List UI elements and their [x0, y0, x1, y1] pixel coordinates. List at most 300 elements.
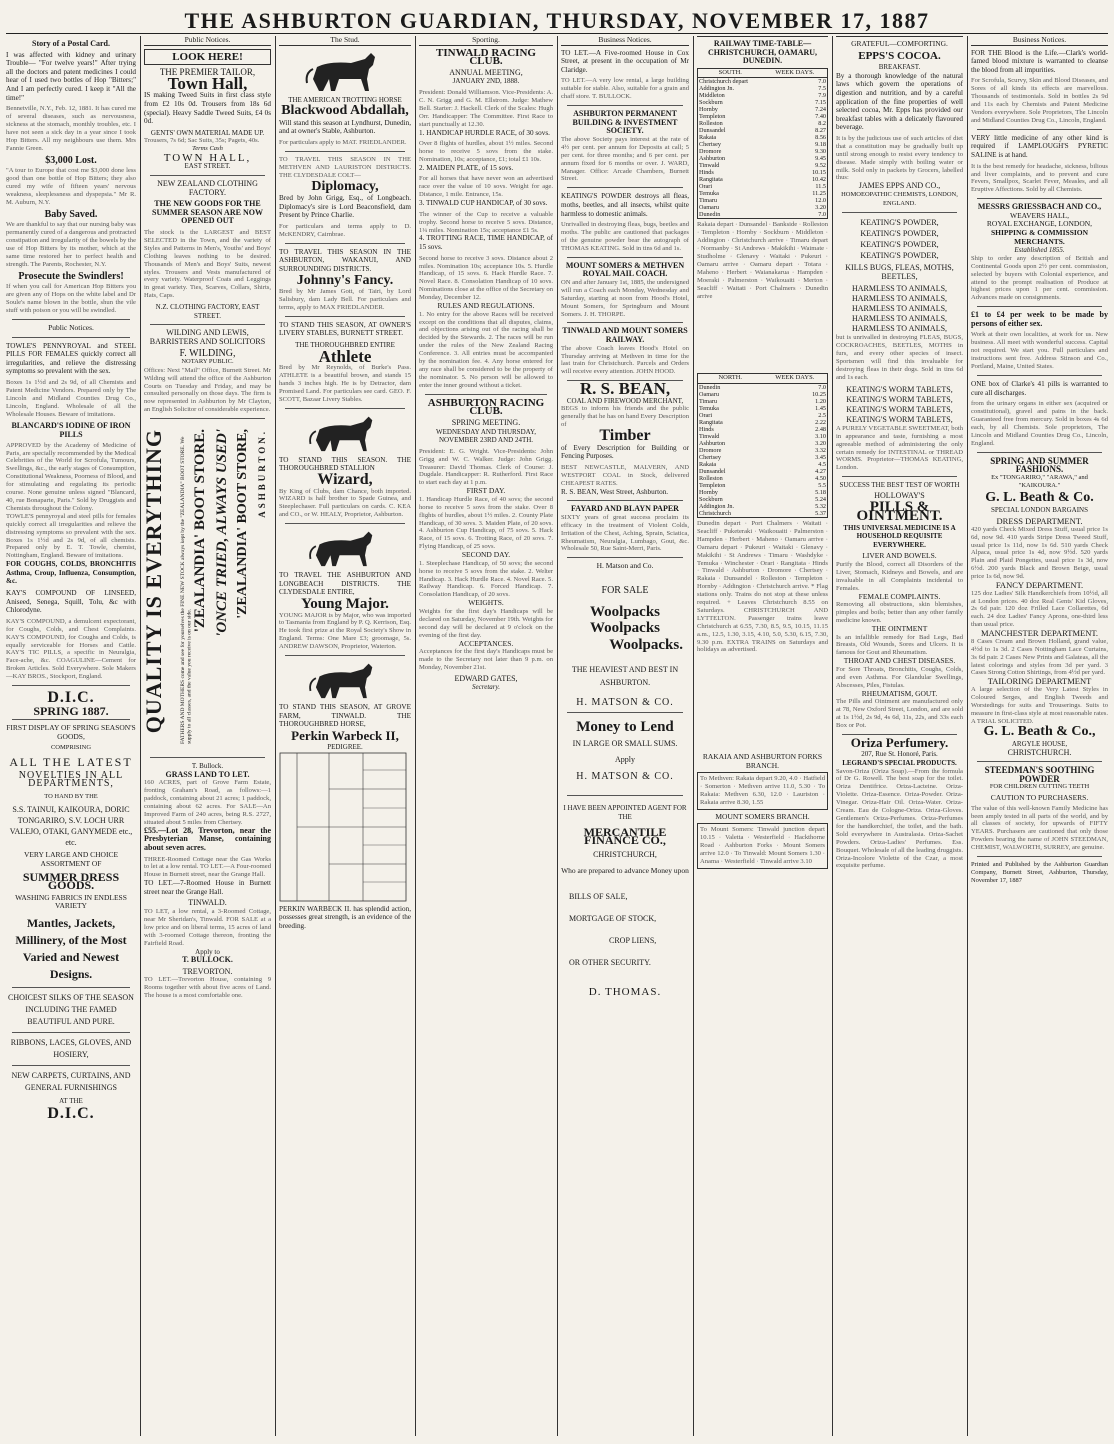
nz-clothing: NEW ZEALAND CLOTHING FACTORY.	[157, 179, 258, 197]
departure-time: 8.56	[815, 134, 826, 142]
diplomacy-title: Diplomacy,	[311, 178, 379, 194]
town-hall-2: TOWN HALL,	[163, 151, 252, 164]
timetable-row	[698, 503, 827, 510]
station-name: Sockburn	[699, 495, 723, 503]
timetable-row	[698, 92, 827, 99]
first-day-fill: 1. Handicap Hurdle Race, of 40 sovs; the second horse to receive 5 sovs from the stake. Over 8 flights of hurdles, about 1½ miles. 2. County Plate Handicap, of 30 sovs. 3. Maiden Plate, of 20 sovs. 4. Ashburton Cup Handicap, of 75 sovs. 5. Hack Race, of 15 sovs. 6. Trotting Race, of 20 sovs. 7. Flying Handicap, of 25 sovs.	[419, 495, 553, 551]
chemists: HOMOEOPATHIC CHEMISTS, LONDON, ENGLAND.	[841, 190, 958, 207]
cost-title: $3,000 Lost.	[45, 154, 97, 166]
worm-line: KEATING'S WORM TABLETS,	[846, 404, 953, 414]
notary-public: NOTARY PUBLIC.	[181, 358, 234, 366]
timetable-row	[698, 391, 827, 398]
diplomacy-text: Bred by John Grigg, Esq., of Longbeach. Diplomacy's sire is Lord Beaconsfield, dam Present by Prince Charlie.	[279, 194, 411, 220]
station-name: Rolleston	[699, 474, 723, 482]
large-small: IN LARGE OR SMALL SUMS.	[572, 738, 678, 748]
terms-cash: Terms Cash	[192, 145, 223, 153]
to-hand: TO HAND BY THE	[44, 792, 98, 800]
departure-time: 3.10	[815, 432, 826, 440]
harmless-line: HARMLESS TO ANIMALS,	[851, 314, 948, 324]
oriza-fill: Savon-Oriza (Oriza Soap).—From the formula of Dr G. Rowell. The best soap for the toilet. Oriza Dentifrice. Oriza-Lacteine. Oriza-Violette. Oriza-Essence. Oriza-Powder. Oriza-Vinegar. Oriza-Hair Oil. Oriza-Water. Oriza-Cream. Eau de Cologne-Oriza. Oriza-Gloves. Gentlemen's Oriza-Perfumes. Oriza-Perfumes for the handkerchief, the toilet, and the bath. Sold everywhere in Australasia. Oriza-Sachet Powders. Oriza-Ladies' Perfumes. Ess. Bouquet. Wholesale of all the leading druggists. Oriza-Incolore Violette of the Czar, a most exquisite perfume.	[836, 767, 963, 870]
grass-fill: 160 ACRES, part of Grove Farm Estate, fronting Graham's Road, as follows:—1 paddock, containing about 21 acres; 1 paddock, containing about 62 acres. For SALE—An Improved Farm of 240 acres, being R.S. 2727, situated about 5 miles from Chertsey.	[144, 779, 271, 826]
column-divider	[967, 36, 968, 1436]
stud-intro: THE AMERICAN TROTTING HORSE	[288, 95, 402, 104]
matson-3: H. MATSON & CO.	[576, 770, 674, 782]
other-security: OR OTHER SECURITY.	[569, 957, 651, 967]
departure-time: 4.50	[815, 474, 826, 482]
imprint: Printed and Published by the Ashburton Guardian Company, Burnett Street, Ashburton, Thursday, November 17, 1887	[971, 861, 1108, 884]
station-name: Rakaia	[699, 460, 717, 468]
worm-line: KEATING'S WORM TABLETS,	[846, 384, 953, 394]
to-let-fill: TO LET.—A very low rental, a large building suitable for stable. Also, suitable for a grain and chaff store. T. BULLOCK.	[561, 77, 689, 101]
rheumatism: RHEUMATISM, GOUT.	[861, 688, 938, 698]
worm-list	[836, 385, 963, 425]
keatings-line: KEATING'S POWDER,	[860, 229, 939, 239]
acceptances-fill: Acceptances for the first day's Handicaps must be made to the Secretary not later than 9 p.m. on Monday, November 21st.	[419, 648, 553, 671]
look-here-banner: LOOK HERE!	[144, 49, 271, 66]
summer-dress: SUMMER DRESS GOODS.	[22, 869, 120, 893]
bean-fill: BEGS to inform his friends and the public generally that he has on hand Every Description of	[561, 405, 689, 429]
woolpacks-3: Woolpacks.	[609, 636, 683, 653]
column-divider	[557, 36, 558, 1436]
departure-time: 1.45	[815, 404, 826, 412]
station-name: Dunedin	[699, 211, 721, 219]
mount-somers-coach: MOUNT SOMERS & METHVEN ROYAL MAIL COACH.	[565, 260, 685, 279]
week-days-label-2: WEEK DAYS.	[775, 374, 815, 382]
ointment-fill: Is an infallible remedy for Bad Legs, Bad Breasts, Old Wounds, Sores and Ulcers. It is famous for Gout and Rheumatism.	[836, 633, 963, 657]
building-society: ASHBURTON PERMANENT BUILDING & INVESTMENT SOCIETY.	[572, 109, 678, 136]
timetable-row	[698, 440, 827, 447]
timetable-row	[698, 134, 827, 141]
blancard-fill: APPROVED by the Academy of Medicine of Paris, are specially recommended by the Medical Celebrities of the World for Scrofula, Tumours, Swellings, &c., the early stages of Consumption, Constitutional Weakness, Poorness of Blood, and for stimulating and regulating its periodic course. None genuine unless signed "Blancard, 40, rue Bonaparte, Paris." Sold by Druggists and Chemists throughout the Colony.	[6, 441, 136, 512]
masthead: THE ASHBURTON GUARDIAN, THURSDAY, NOVEMBER 17, 1887	[184, 8, 930, 33]
stand-owner: TO STAND THIS SEASON, AT OWNER'S LIVERY STABLES, BURNETT STREET.	[279, 320, 411, 338]
departure-time: 3.32	[815, 446, 826, 454]
timetable-row	[698, 405, 827, 412]
harmless-line: HARMLESS TO ANIMALS,	[851, 284, 948, 294]
column-3-heading: The Stud.	[279, 36, 411, 46]
diplomacy-fill: For particulars and terms apply to D. McKENDRY, Cairnbrae.	[279, 222, 411, 238]
very-little-text: VERY little medicine of any other kind is required if LAMPLOUGH'S PYRETIC SALINE is at hand.	[971, 133, 1108, 159]
trevorton-fill: TO LET.—Trevorton House, containing 9 Rooms together with about five acres of Land. The house is a most comfortable one.	[144, 976, 271, 1000]
christchurch-footer: CHRISTCHURCH.	[1007, 747, 1072, 757]
worm-line: KEATING'S WORM TABLETS,	[846, 414, 953, 424]
towle-fill: TOWLE'S pennyroyal and steel pills for females quickly correct all irregularities and relieve the distressing symptoms so prevalent with the sex. Boxes 1s 1½d and 2s 9d, of all chemists. Prepared only by E. T. Towle, chemist, Nottingham, England. Beware of imitations.	[6, 512, 136, 560]
pennyroyal-text: TOWLE'S PENNYROYAL and STEEL PILLS FOR FEMALES quickly correct all irregularities, and relieve the distressing symptoms so prevalent with the sex.	[6, 341, 136, 376]
keatings-fill: Unrivalled in destroying fleas, bugs, beetles and moths. The public are cautioned that packages of the genuine powder bear the autograph of THOMAS KEATING. Sold in tins 6d and 1s.	[561, 221, 689, 252]
rules-fill: 1. No entry for the above Races will be received except on the conditions that all disputes, claims, and objections arising out of the racing shall be decided by the Stewards. 2. The races will be run under the rules of the New Zealand Racing Conference. 3. All entries must be accompanied by the nomination fee. 4. Any horse entered for any race shall be considered to be the property of the nominator. 5. No person will be allowed to enter the inner ground without a ticket.	[419, 310, 553, 389]
station-name: Chertsey	[699, 453, 721, 461]
timetable-row	[698, 475, 827, 482]
pyretic-fill: It is the best remedy for headache, sickness, bilious and liver complaints, and to prevent and cure Fevers, Smallpox, Scarlet Fever, Measles, and all Eruptive Affections. Sold by all Chemists.	[971, 162, 1108, 194]
departure-time: 7.5	[818, 85, 826, 93]
column-4	[419, 36, 553, 1436]
mount-somers-rows: To Mount Somers: Tinwald junction depart 10.15 · Valetta · Westerfield · Hackthorne Road · Ashburton Forks · Mount Somers arrive 12.0 · To Tinwald: Mount Somers 1.30 · Anama · Westerfield · Tinwald arrive 3.10	[700, 826, 825, 865]
kays-compound-text: KAY'S COMPOUND OF LINSEED, Aniseed, Senega, Squill, Tolu, &c with Chlorodyne.	[6, 589, 136, 615]
horse-illustration-icon	[303, 413, 387, 453]
station-name: Christchurch depart	[699, 78, 748, 86]
athlete-title: Athlete	[318, 346, 372, 366]
timetable-row	[698, 176, 827, 183]
for-sale: FOR SALE	[601, 584, 649, 596]
timetable-row	[698, 510, 827, 517]
departure-time: 8.2	[818, 120, 826, 128]
beath-title: G. L. Beath & Co.	[985, 489, 1094, 505]
rs-bean: R. S. BEAN,	[579, 379, 671, 399]
departure-time: 3.20	[815, 204, 826, 212]
station-name: Sockburn	[699, 99, 723, 107]
coal-merchant: COAL AND FIREWOOD MERCHANT,	[566, 396, 684, 405]
johnny-fill: Bred by Mr James Gott, of Tairi, by Lord Salisbury, dam Lady Bell. For particulars and terms, apply to MAX FRIEDLANDER.	[279, 288, 411, 311]
tinwald-fill: TO LET, a low rental, a 3-Roomed Cottage, near Mr Sheridan's, Tinwald. FOR SALE at a low price and on liberal terms, 15 acres of land with 3-roomed Cottage thereon, fronting the Fairfield Road.	[144, 908, 271, 947]
royal-exchange: ROYAL EXCHANGE, LONDON,	[986, 219, 1093, 229]
timber: Timber	[599, 427, 651, 445]
station-name: Orari	[699, 183, 713, 191]
wilding-lewis: WILDING AND LEWIS, BARRISTERS AND SOLICITORS	[149, 328, 266, 346]
griesbach-fill: Ship to order any description of British and Continental Goods upon 2½ per cent. commission, selected by buyers with Colonial experience, and attend to the prompt realisation of Produce at highest prices upon 1 per cent. commission. Advances made on consignments.	[971, 254, 1108, 302]
heaviest: THE HEAVIEST AND BEST IN ASHBURTON.	[571, 665, 679, 688]
station-name: Orari	[699, 411, 713, 419]
tinwald-officials: President: Donald Williamson. Vice-Presidents: A. C. N. Grigg and G. M. Ellstrom. Judge: Mathew Bell. Starter: J. Hackell. Clerk of the Scales: Hugh Orr. Handicapper: The Committee. First Race to start punctually at 12.30.	[419, 88, 553, 128]
timetable-row	[698, 127, 827, 134]
departure-time: 10.25	[812, 390, 826, 398]
gents-material: GENTS' OWN MATERIAL MADE UP.	[150, 128, 265, 137]
epps-text: By a thorough knowledge of the natural laws which govern the operations of digestion and nutrition, and by a careful application of the fine properties of well selected cocoa, Mr. Epps has provided our breakfast tables with a delicately flavoured beverage.	[836, 71, 963, 132]
edward-gates: EDWARD GATES,	[454, 673, 518, 683]
weights-fill: Weights for the first day's Handicaps will be declared on Saturday, November 19th. Weights for second day will be declared at 9 o'clock on the evening of the first day.	[419, 607, 553, 639]
south-table	[698, 78, 827, 218]
departure-time: 7.24	[815, 106, 826, 114]
column-5	[561, 36, 689, 1436]
timetable-row	[698, 120, 827, 127]
race-2-fill: For all horses that have never won an advertised race over the value of 10 sovs. Weight for age. Distance, 1 mile. Entrance, 15s.	[419, 175, 553, 199]
station-name: Hinds	[699, 169, 714, 177]
ribbons: RIBBONS, LACES, GLOVES, AND HOSIERY,	[10, 1037, 132, 1059]
children-teeth: FOR CHILDREN CUTTING TEETH	[989, 783, 1090, 791]
griesbach: MESSRS GRIESSBACH AND CO.,	[977, 202, 1102, 212]
liver-bowels: LIVER AND BOWELS.	[862, 551, 937, 561]
east-street: EAST STREET.	[184, 162, 231, 171]
departure-time: 9.45	[815, 155, 826, 163]
pedigree: PEDIGREE.	[327, 743, 363, 752]
ashburton-racing: ASHBURTON RACING CLUB.	[427, 396, 545, 418]
securities-list	[569, 886, 689, 974]
column-3	[279, 36, 411, 1436]
column-divider	[693, 36, 694, 1436]
beath-footer: G. L. Beath & Co.,	[983, 724, 1096, 740]
one-box-fill: from the urinary organs in either sex (acquired or constitutional), gravel and pains in the back. Guaranteed free from mercury. Sold in boxes 4s 6d each, by all Chemists. Sole proprietors, The Lincoln and Midland Counties Drug Co., Lincoln, England.	[971, 400, 1108, 447]
departure-time: 9.30	[815, 148, 826, 156]
station-name: Rangitata	[699, 176, 723, 184]
station-name: Ashburton	[699, 155, 726, 163]
timetable-row	[698, 412, 827, 419]
station-name: Temuka	[699, 190, 719, 198]
female-fill: Removing all obstructions, skin blemishes, pimples and boils; better than any other family medicine known.	[836, 601, 963, 624]
departure-time: 2.5	[818, 411, 826, 419]
tinwald-railway: TINWALD AND MOUNT SOMERS RAILWAY.	[562, 326, 688, 345]
pennyroyal-fill: Boxes 1s 1½d and 2s 9d, of all Chemists and Patent Medicine Vendors. Prepared only by The Lincoln and Midland Counties Drug Co., Lincoln, England. Wholesale of all the Wholesale Houses. Beware of imitations.	[6, 378, 136, 418]
mortgage-stock: MORTGAGE OF STOCK,	[569, 913, 657, 923]
johnnys-fancy: Johnny's Fancy.	[296, 272, 394, 288]
woolpacks-2: Woolpacks	[589, 620, 661, 637]
timetable-row	[698, 482, 827, 489]
acceptances-heading: ACCEPTANCES.	[458, 638, 514, 648]
departure-time: 9.18	[815, 141, 826, 149]
perkin-text: PERKIN WARBECK II. has splendid action, possesses great strength, is an evidence of the breeding.	[279, 904, 411, 930]
zealandia-vertical: 'ZEALANDIA' BOOT STORE.	[192, 429, 208, 633]
timetable-row	[698, 169, 827, 176]
race-4-fill: Second horse to receive 3 sovs. Distance about 2 miles. Nomination 10s; acceptance 10s. 5. Hurdle Handicap, of 15 sovs. 6. Hack Hurdle Race. 7. Novel Race. 8. Consolation Handicap of 10 sovs. Nominations close at the office of the Secretary on Monday, December 12.	[419, 254, 553, 302]
cottage-fill: THREE-Roomed Cottage near the Gas Works to let at a low rental. TO LET.—A Four-roomed House in Burnett street, near the Grange Hall.	[144, 855, 271, 879]
novelties: NOVELTIES IN ALL	[18, 769, 124, 781]
zealandia-text: FATHERS AND MOTHERS come and see for yourselves the FINE NEW STOCK always kept by the "ZEALANDIA" BOOT STORE. We supply to all classes, and the value you receive is on our side.	[180, 436, 193, 745]
station-name: Middleton	[699, 92, 725, 100]
timetable-row	[698, 496, 827, 503]
timetable-row	[698, 204, 827, 211]
race-3-fill: The winner of the Cup to receive a valuable trophy. Second horse to receive 5 sovs. Distance, 1¼ miles. Nomination 15s; acceptance £1 5s.	[419, 210, 553, 234]
epps-cocoa: EPPS'S COCOA.	[858, 49, 941, 62]
departure-time: 10.42	[812, 176, 826, 184]
baby-title: Baby Saved.	[44, 208, 98, 220]
harmless-line: HARMLESS TO ANIMALS,	[851, 324, 948, 334]
manchester-dept: MANCHESTER DEPARTMENT.	[980, 628, 1099, 639]
timetable-row	[698, 433, 827, 440]
matson-2: H. MATSON & CO.	[576, 697, 674, 709]
tailoring-fill: A large selection of the Very Latest Styles in Coloured Serges, and English Tweeds and Worstedings for suits and Trouserings. Suits to measure in first-class style at most reasonable rates. A TRIAL SOLICITED.	[971, 685, 1108, 725]
column-6-heading	[697, 36, 828, 37]
timetable-row	[698, 155, 827, 162]
spring-summer: SPRING AND SUMMER FASHIONS.	[990, 455, 1089, 475]
race-3: 3. TINWALD CUP HANDICAP, of 30 sovs.	[419, 199, 548, 208]
keatings-list	[836, 217, 963, 261]
station-name: Rakaia	[699, 134, 717, 142]
south-label: SOUTH.	[718, 68, 742, 76]
station-name: Rolleston	[699, 120, 723, 128]
james-epps: JAMES EPPS AND CO.,	[858, 181, 941, 191]
station-name: Timaru	[699, 197, 717, 205]
tailor-text: IS making Tweed Suits in first class style from £2 10s 0d. Trousers from 18s 6d (special). Heavy Saddle Tweed Suits, £4 0s 0d.	[144, 91, 271, 126]
station-name: Oamaru	[699, 390, 719, 398]
weights-heading: WEIGHTS.	[468, 598, 504, 608]
station-name: Hornby	[699, 106, 718, 114]
epps-fill: It is by the judicious use of such articles of diet that a constitution may be gradually built up until strong enough to resist every tendency to disease. Made simply with boiling water or milk. Sold only in packets by Grocers, labelled thus:	[836, 134, 963, 182]
kills-bugs: KILLS BUGS, FLEAS, MOTHS, BEETLES,	[845, 263, 954, 281]
departure-time: 9.52	[815, 162, 826, 170]
blancard-title: BLANCARD'S IODINE OF IRON PILLS	[11, 421, 131, 440]
week-days-label: WEEK DAYS.	[775, 68, 815, 76]
established: Established 1855.	[1014, 246, 1065, 255]
spring-dates: WEDNESDAY AND THURSDAY, NOVEMBER 23RD AND 24TH.	[436, 427, 536, 445]
departure-time: 7.15	[815, 99, 826, 107]
trevorton: TREVORTON.	[182, 966, 233, 976]
woolpacks-1: Woolpacks	[589, 603, 661, 620]
station-name: Rangitata	[699, 418, 723, 426]
cost-text: "A tour to Europe that cost me $3,000 done less good than one bottle of Hop Bitters; they also cured my wife of fifteen years' nervous weakness, sleeplessness and dyspepsia." Mr R. M. Auburn, N.Y.	[6, 167, 136, 206]
departure-time: 4.27	[815, 467, 826, 475]
station-name: Temuka	[699, 404, 719, 412]
mount-somers-branch: MOUNT SOMERS BRANCH.	[715, 811, 810, 821]
pills-ointment: PILLS & OINTMENT.	[856, 499, 943, 524]
money-week-fill: Work at their own localities, at work for us. New business. All meet with wonderful success. Capital not required. We start you. Full particulars and instructions sent free. Address Stinson and Co., Portland, Maine, United States.	[971, 331, 1108, 371]
t-bullock: T. BULLOCK.	[182, 955, 233, 965]
throat-fill: For Sore Throats, Bronchitis, Coughs, Colds, and even Asthma. For Glandular Swellings, Abscesses, Piles, Fistulas.	[836, 665, 963, 689]
horse-illustration-icon	[303, 528, 387, 568]
timetable-row	[698, 384, 827, 391]
manchester-fill: 8 Cases Cream and Brown Holland, grand value, 4½d to 1s 3d. 2 Cases Nottingham Lace Curtains, 3s 6d pair. 2 Cases New Prints and Galateas, all the latest colorings and styles from 3d per yard. 3 Cases Strong Cotton Shirtings, from 4½d per yard.	[971, 637, 1108, 677]
wilding-fill: Offices: Next "Mail" Office, Burnett Street. Mr Wilding will attend the office of the Ashburton Courts on Tuesday and Friday, and may be consulted personally on those days. The firm is now represented in Ashburton by Mr Clayton, an English Solicitor of considerable experience.	[144, 366, 271, 414]
race-1-fill: Over 8 flights of hurdles, about 1½ miles. Second horse to receive 5 sovs from the stake. Nomination, 10s; acceptance, £1; total £1 10s.	[419, 140, 553, 163]
departure-time: 3.45	[815, 453, 826, 461]
who-are: Who are prepared to advance Money upon	[561, 866, 689, 876]
north-fill: Dunedin depart · Port Chalmers · Waitati · Seacliff · Puketeraki · Waikouaiti · Palmerston · Hampden · Herbert · Maheno · Oamaru arrive · Oamaru depart · Pukeuri · Waitaki · Glenavy · Makikihi · St Andrews · Timaru · Washdyke · Temuka · Winchester · Orari · Rangitata · Hinds · Tinwald · Ashburton · Dromore · Chertsey · Rakaia · Dunsandel · Rolleston · Templeton · Hornby · Addington · Christchurch arrive. * Flag stations only. Trains do not stop at these unless required. + Leaves Christchurch 8.55 on Saturdays. CHRISTCHURCH AND LYTTELTON. Passenger trains leave Christchurch at 6.55, 7.30, 8.5, 9.5, 10.15, 11.15 a.m., 12.5, 1.30, 3.15, 4.10, 5.0, 5.30, 6.15, 7.30, 9.30 p.m. EXTRA TRAINS on Saturdays and holidays as advertised.	[697, 519, 828, 654]
harmless-line: HARMLESS TO ANIMALS,	[851, 294, 948, 304]
factory-sign: N.Z. CLOTHING FACTORY, EAST STREET.	[155, 303, 260, 320]
wizard-fill: By King of Clubs, dam Chance, both imported. WIZARD is half brother to Spade Guinea, and Steeplechaser. Full particulars on cards. C. KEA and CO., or W. HEALY, Proprietor, Ashburton.	[279, 487, 411, 519]
rheumatism-fill: The Pills and Ointment are manufactured only at 78, New Oxford Street, London, and are sold at 1s 1½d, 2s 9d, 4s 6d, 11s, 22s, and 33s each Box or Pot.	[836, 698, 963, 729]
fancy-fill: 125 doz Ladies' Silk Handkerchiefs from 10½d, all at London prices. 40 doz Real Gents' Kid Gloves, 2s 6d pair. 120 doz Frilled Lace Collarettes, 6d each. 24 doz Ladies' Fancy Aprons, one-third less than usual price.	[971, 589, 1108, 629]
spring-title: SPRING 1887.	[33, 703, 109, 718]
second-day: SECOND DAY.	[461, 550, 511, 560]
departure-time: 2.48	[815, 425, 826, 433]
departure-time: 10.15	[812, 169, 826, 177]
new-goods: THE NEW GOODS FOR THE SUMMER SEASON ARE NOW OPENED OUT	[152, 199, 263, 226]
column-divider	[275, 36, 276, 1436]
timetable-row	[698, 190, 827, 197]
money-to-lend: Money to Lend	[576, 718, 674, 735]
column-8-heading: Business Notices.	[971, 36, 1108, 46]
departure-time: 7.0	[818, 211, 826, 219]
horse-illustration-icon	[303, 660, 387, 700]
column-divider	[832, 36, 833, 1436]
the-ointment: THE OINTMENT	[871, 623, 928, 633]
coughs-text: FOR COUGHS, COLDS, BRONCHITIS Asthma, Croup, Influenza, Consumption, &c.	[6, 560, 136, 586]
keatings-line: KEATING'S POWDER,	[860, 240, 939, 250]
steedman-fill: The value of this well-known Family Medicine has been amply tested in all parts of the world, and by all classes of society, for upwards of FIFTY YEARS. Purchasers are cautioned that only those Powders bearing the name of JOHN STEEDMAN, CHEMIST, WALWORTH, SURREY, are genuine.	[971, 804, 1108, 852]
departure-time: 7.40	[815, 113, 826, 121]
station-name: Templeton	[699, 113, 726, 121]
appointed-agent: I HAVE BEEN APPOINTED AGENT FOR THE	[563, 804, 687, 821]
timetable-row	[698, 99, 827, 106]
timetable-row	[698, 489, 827, 496]
tailoring-dept: TAILORING DEPARTMENT	[987, 676, 1092, 687]
special-bargains: SPECIAL LONDON BARGAINS	[991, 505, 1088, 514]
choicest-silks: CHOICEST SILKS OF THE SEASON INCLUDING THE FAMED BEAUTIFUL AND PURE.	[8, 992, 134, 1026]
keatings-line: KEATING'S POWDER,	[860, 218, 939, 228]
timetable-row	[698, 461, 827, 468]
kays-fill: KAY'S COMPOUND, a demulcent expectorant, for Coughs, Colds, and Chest Complaints. KAY'S COMPOUND, for Coughs and Colds, is equally serviceable for Horses and Cattle. KAY'S TIC PILLS, a specific in Neuralgia, Face-ache, &c. COAGULINE—Cement for Broken Articles. Sold Everywhere. Sole Makers—KAY BROS., Stockport, England.	[6, 617, 136, 681]
bullock-heading: T. Bullock.	[191, 762, 224, 771]
column-7	[836, 36, 963, 1436]
departure-time: 11.25	[812, 190, 826, 198]
perkin-intro: TO STAND THIS SEASON, AT GROVE FARM, TINWALD. THE THOROUGHBRED HORSE,	[279, 703, 411, 729]
wizard-title: Wizard,	[317, 470, 373, 488]
annual-meeting: ANNUAL MEETING,	[449, 67, 523, 77]
timetable-row	[698, 113, 827, 120]
stud-text: Will stand this season at Lyndhurst, Dunedin, and at owner's Stable, Ashburton.	[279, 118, 411, 136]
column-5-heading: Business Notices.	[561, 36, 689, 46]
race-2: 2. MAIDEN PLATE, of 15 sovs.	[419, 163, 514, 172]
caution: CAUTION TO PURCHASERS.	[990, 793, 1089, 802]
station-name: Dromore	[699, 148, 722, 156]
story-text: I was affected with kidney and urinary Trouble— "For twelve years!" After trying all the doctors and patent medicines I could hear of I used two bottles of Hop "Bitters;" And I am perfectly cured. I keep it "All the time!"	[6, 50, 136, 102]
all-latest: ALL THE LATEST	[9, 755, 133, 770]
column-4-heading: Sporting.	[419, 36, 553, 46]
column-2	[141, 35, 271, 1436]
timetable-row	[698, 141, 827, 148]
column-1	[6, 36, 136, 1436]
station-name: Christchurch	[699, 509, 731, 517]
coal-fill: BEST NEWCASTLE, MALVERN, AND WESTPORT COAL in Stock, delivered CHEAPEST RATES.	[561, 463, 689, 487]
rules-heading: RULES AND REGULATIONS.	[437, 301, 535, 311]
rakaia-branch: RAKAIA AND ASHBURTON FORKS BRANCH.	[702, 751, 823, 770]
departure-time: 5.24	[815, 495, 826, 503]
apply-label: Apply	[615, 755, 635, 765]
matson-heading: H. Matson and Co.	[596, 561, 654, 571]
station-name: Dunsandel	[699, 467, 726, 475]
universal: THIS UNIVERSAL MEDICINE IS A HOUSEHOLD REQUISITE EVERYWHERE.	[843, 523, 956, 549]
station-name: Dromore	[699, 446, 722, 454]
story-title: Story of a Postal Card.	[32, 39, 110, 48]
at-the: AT THE	[59, 1096, 83, 1105]
harmless-line: HARMLESS TO ANIMALS,	[851, 304, 948, 314]
money-week: £1 to £4 per week to be made by persons of either sex.	[971, 310, 1108, 328]
stud-fill: For particulars apply to MAT. FRIEDLANDER.	[279, 138, 407, 146]
bills-of-sale: BILLS OF SALE,	[569, 891, 628, 901]
dress-dept: DRESS DEPARTMENT.	[996, 516, 1083, 527]
rs-bean-address: R. S. BEAN, West Street, Ashburton.	[561, 487, 669, 496]
very-large: VERY LARGE AND CHOICE ASSORTMENT OF	[23, 850, 119, 868]
station-name: Templeton	[699, 481, 726, 489]
holloway: HOLLOWAY'S	[874, 490, 925, 500]
station-name: Oamaru	[699, 204, 719, 212]
timetable-row	[698, 447, 827, 454]
station-name: Ashburton	[699, 439, 726, 447]
north-label: NORTH.	[718, 374, 743, 382]
mantles: Mantles, Jackets, Millinery, of the Most Varied and Newest Designs.	[15, 915, 127, 981]
testimonial-text: Bennetville, N.Y., Feb. 12, 1881. It has cured me of several diseases, such as nervousness, sickness at the stomach, monthly troubles, etc. I have not seen a sick day in a year since I took Hop Bitters. All my neighbours use them. Mrs Fannie Green.	[6, 105, 136, 152]
station-name: Dunsandel	[699, 127, 726, 135]
column-6	[697, 36, 828, 1436]
timetable-row	[698, 419, 827, 426]
zealandia-block	[141, 423, 271, 753]
cash-lot: £55.—Lot 28, Trevorton, near the Presbyterian Manse, containing about seven acres.	[144, 825, 271, 852]
column-divider	[140, 36, 141, 1436]
timetable-row	[698, 162, 827, 169]
athlete-fill: Bred by Mr Reynolds, of Burke's Pass. ATHLETE is a beautiful brown, and stands 15 hands 3 inches high. He is by Detractor, dam Promised Land. For particulars see card. GEO. F. SCOTT, Bazaar Livery Stables.	[279, 364, 411, 403]
keatings-text: KEATING'S POWDER destroys all fleas, moths, beetles, and all insects, whilst quite harmless to domestic animals.	[561, 192, 689, 218]
fancy-dept: FANCY DEPARTMENT.	[995, 580, 1084, 591]
south-timetable	[697, 68, 828, 220]
tinwald-racing: TINWALD RACING CLUB.	[436, 46, 536, 68]
weavers-hall: WEAVERS HALL,	[1009, 210, 1070, 220]
column-divider	[415, 36, 416, 1436]
zealandia2-vertical: 'ZEALANDIA' BOOT STORE,	[235, 429, 250, 619]
d-thomas: D. THOMAS.	[588, 985, 662, 998]
grateful: GRATEFUL—COMFORTING.	[851, 39, 948, 48]
timetable-row	[698, 106, 827, 113]
comprising: COMPRISING	[50, 744, 92, 752]
column-2-heading: Public Notices.	[144, 36, 271, 46]
blood-text: FOR THE Blood is the Life.—Clark's world-famed blood mixture is warranted to cleanse the blood from all impurities.	[971, 48, 1108, 74]
race-4: 4. TROTTING RACE, TIME HANDICAP, of 15 sovs.	[419, 234, 553, 252]
breakfast: BREAKFAST.	[878, 63, 921, 72]
spring-meeting: SPRING MEETING.	[451, 417, 521, 427]
prosecute-text: If when you call for American Hop Bitters you are given any of Hops on the white label and Dr Soule's name blown in the bottle, shun the vile stuff with poison or you will be swindled.	[6, 283, 136, 315]
pedigree-chart	[279, 752, 407, 902]
station-name: Hornby	[699, 488, 718, 496]
dic-footer: D.I.C.	[47, 1104, 95, 1122]
premier-tailor: THE PREMIER TAILOR,	[159, 67, 256, 78]
town-hall-title: Town Hall,	[167, 73, 248, 93]
